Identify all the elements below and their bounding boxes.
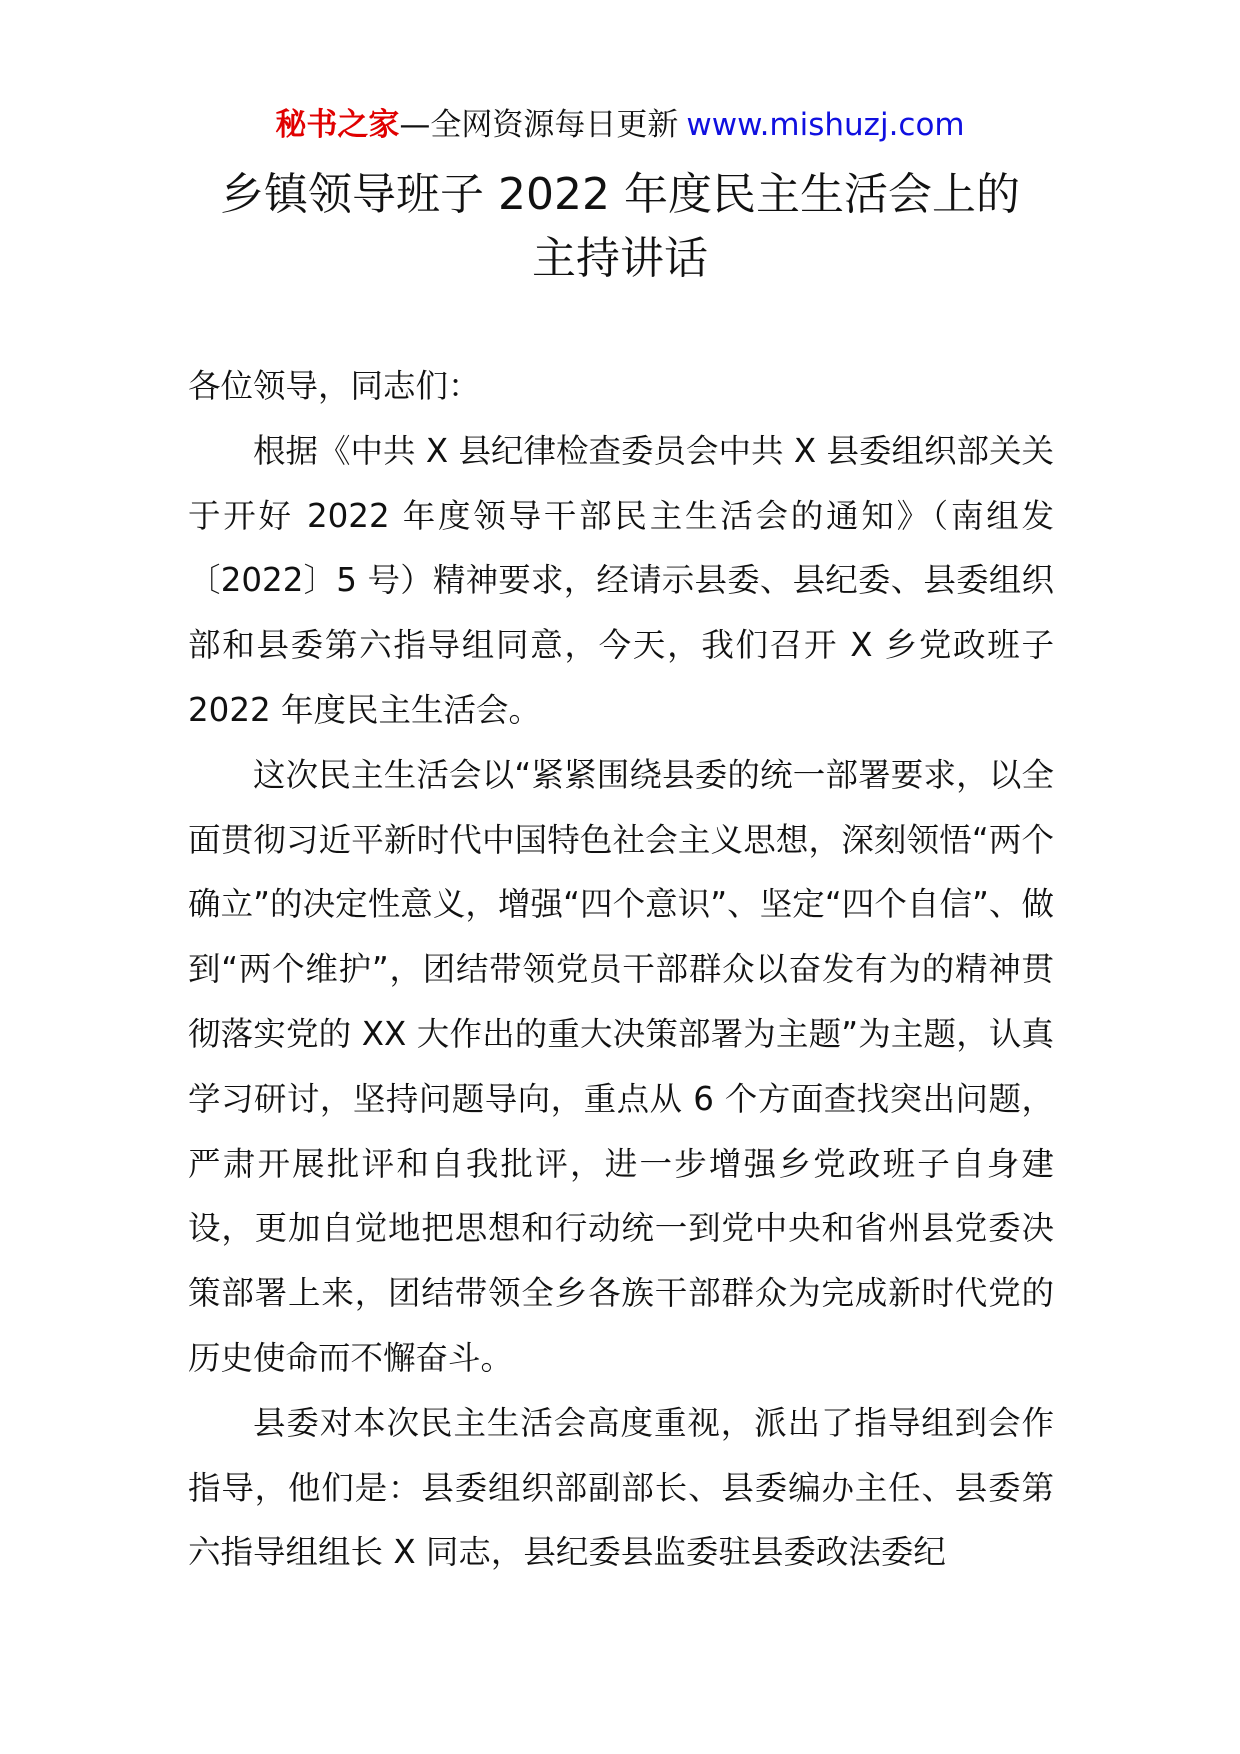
document-title-line-2: 主持讲话 xyxy=(532,233,708,284)
document-body xyxy=(188,354,1054,1585)
body-paragraph-2: 这次民主生活会以“紧紧围绕县委的统一部署要求，以全面贯彻习近平新时代中国特色社会主义思想，深刻领悟“两个确立”的决定性意义，增强“四个意识”、坚定“四个自信”、做到“两个维护”，团结带领党员干部群众以奋发有为的精神贯彻落实党的 XX 大作出的重大决策部署为主题”为主题，认真学习研讨，坚持问题导向，重点从 6 个方面查找突出问题，严肃开展批评和自我批评，进一步增强乡党政班子自身建设，更加自觉地把思想和行动统一到党中央和省州县党委决策部署上来，团结带领全乡各族干部群众为完成新时代党的历史使命而不懈奋斗。 xyxy=(188,755,1054,1377)
document-title xyxy=(0,163,1240,291)
document-title-line-1: 乡镇领导班子 2022 年度民主生活会上的 xyxy=(220,169,1020,220)
body-paragraph-1: 根据《中共 X 县纪律检查委员会中共 X 县委组织部关关于开好 2022 年度领导干部民主生活会的通知》（南组发〔2022〕5 号）精神要求，经请示县委、县纪委、县委组织部和县委第六指导组同意，今天，我们召开 X 乡党政班子 2022 年度民主生活会。 xyxy=(188,431,1054,729)
site-url-link[interactable]: www.mishuzj.com xyxy=(686,107,965,143)
site-header xyxy=(0,100,1240,150)
site-brand: 秘书之家 xyxy=(275,107,400,143)
greeting: 各位领导，同志们： xyxy=(188,367,481,405)
body-paragraph-3: 县委对本次民主生活会高度重视，派出了指导组到会作指导，他们是：县委组织部副部长、县委编办主任、县委第六指导组组长 X 同志，县纪委县监委驻县委政法委纪 xyxy=(188,1403,1054,1572)
site-tagline: —全网资源每日更新 xyxy=(399,107,679,143)
